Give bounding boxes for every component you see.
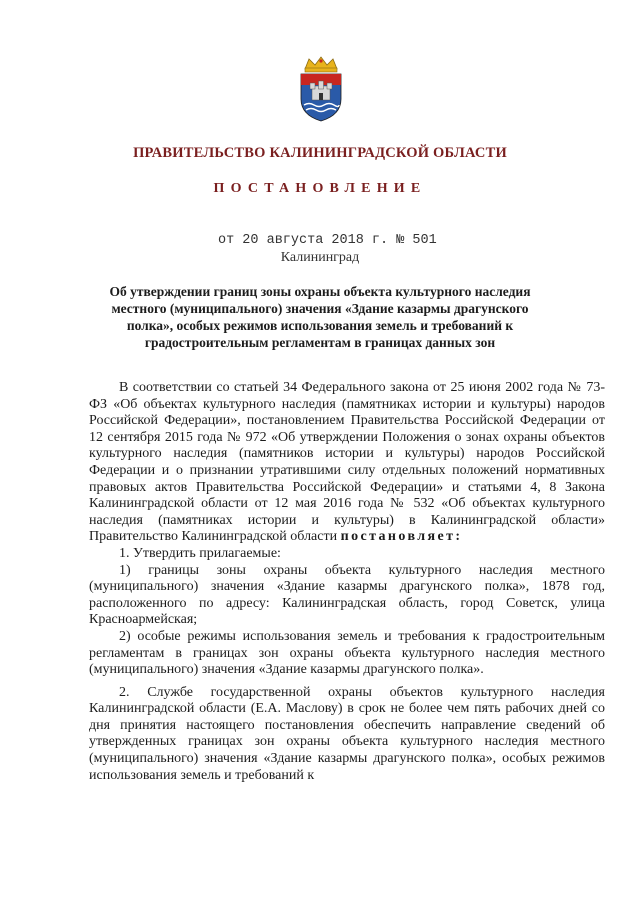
document-heading: Об утверждении границ зоны охраны объекта культурного наследия местного (муниципального) значения «Здание казармы драгунского полка», особых режимов использования земель и требований к градостроительным регламентам в границах данных зон: [109, 284, 531, 350]
decree-word: постановляет:: [340, 529, 463, 545]
preamble-paragraph: [89, 380, 605, 546]
item-2: 2. Службе государственной охраны объектов культурного наследия Калининградской области (Е.А. Маслову) в срок не более чем пять рабочих дней со дня принятия настоящего постановления обеспечить направление сведений об утвержденных границах зон охраны объекта культурного наследия местного (муниципального) значения «Здание казармы драгунского полка», особых режимов использования земель и требований к: [89, 684, 605, 783]
item-1: 1. Утвердить прилагаемые:: [119, 545, 281, 561]
city: Калининград: [280, 250, 360, 265]
preamble-text: В соответствии со статьей 34 Федерального закона от 25 июня 2002 года № 73-ФЗ «Об объектах культурного наследия (памятниках истории и культуры) народов Российской Федерации», постановлением Правительства Российской Федерации от 12 сентября 2015 года № 972 «Об утверждении Положения о зонах охраны объектов культурного наследия (памятников истории и культуры) народов Российской Федерации и о признании утратившими силу отдельных положений нормативных правовых актов Правительства Российской Федерации» и статьями 4, 8 Закона Калининградской области от 12 мая 2016 года № 532 «Об объектах культурного наследия (памятниках истории и культуры) в Калининградской области» Правительство Калининградской области: [89, 380, 605, 545]
document-type: ПОСТАНОВЛЕНИЕ: [213, 181, 427, 196]
organization-title: ПРАВИТЕЛЬСТВО КАЛИНИНГРАДСКОЙ ОБЛАСТИ: [133, 145, 507, 161]
document-body: [89, 380, 605, 784]
item-1-subitem-2: 2) особые режимы использования земель и требования к градостроительным регламентам в границах зон охраны объекта культурного наследия местного (муниципального) значения «Здание казармы драгунского полка».: [89, 628, 605, 678]
kaliningrad-coat-of-arms-icon: [295, 55, 347, 123]
item-1-subitem-1: 1) границы зоны охраны объекта культурного наследия местного (муниципального) значения «Здание казармы драгунского полка», 1878 год, расположенного по адресу: Калининградская область, город Советск, улица Красноармейская;: [89, 562, 605, 628]
date-and-number: от 20 августа 2018 г. № 501: [218, 233, 437, 248]
